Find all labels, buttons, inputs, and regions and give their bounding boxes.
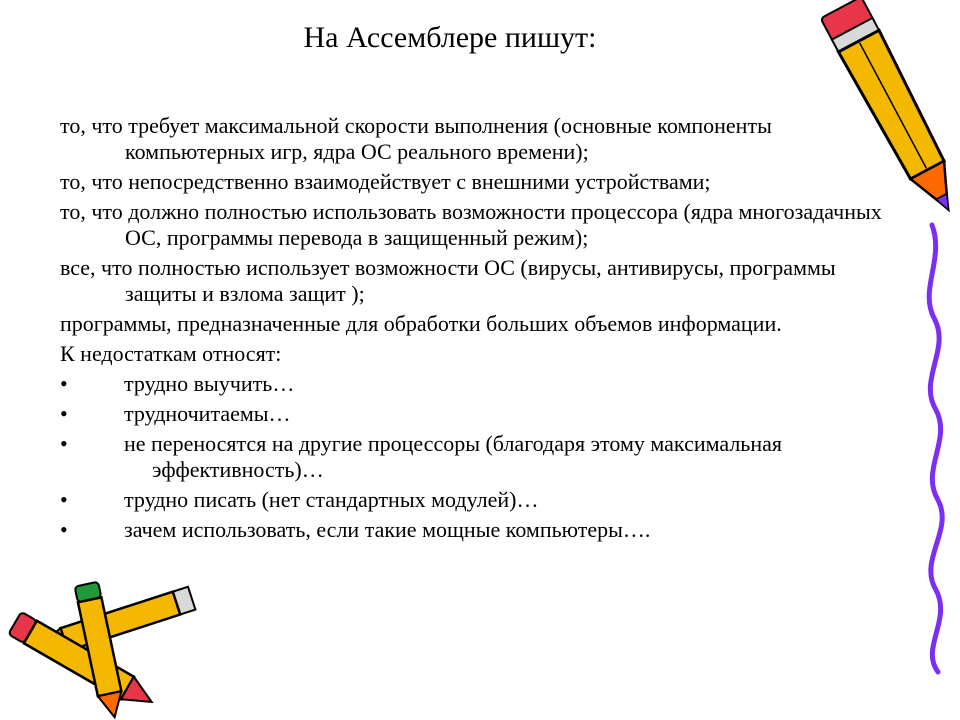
list-item [60, 371, 910, 397]
paragraph-os: все, что полностью использует возможности ОС (вирусы, антивирусы, программы защиты и взлома защит ); [60, 255, 836, 306]
bullet-marker: • [60, 487, 68, 512]
bullet-text: не переносятся на другие процессоры (благодаря этому максимальная эффективность)… [124, 431, 783, 482]
paragraph-processor: то, что должно полностью использовать возможности процессора (ядра многозадачных ОС, программы перевода в защищенный режим); [60, 199, 882, 250]
slide-title: На Ассемблере пишут: [303, 21, 597, 54]
paragraph-data: программы, предназначенные для обработки больших объемов информации. [60, 311, 782, 336]
bullet-text: трудночитаемы… [124, 401, 291, 426]
paragraph-drawbacks-heading: К недостаткам относят: [60, 341, 282, 366]
bullet-marker: • [60, 401, 68, 426]
slide-body [60, 113, 910, 547]
bullet-text: трудно выучить… [124, 371, 295, 396]
bullet-marker: • [60, 517, 68, 542]
list-item [60, 431, 910, 483]
list-item [60, 487, 910, 513]
bullet-marker: • [60, 371, 68, 396]
paragraph-speed: то, что требует максимальной скорости выполнения (основные компоненты компьютерных игр, ядра ОС реального времени); [60, 113, 772, 164]
bullet-marker: • [60, 431, 68, 456]
bullet-text: зачем использовать, если такие мощные компьютеры…. [124, 517, 651, 542]
list-item [60, 401, 910, 427]
bullet-text: трудно писать (нет стандартных модулей)… [124, 487, 539, 512]
list-item [60, 517, 910, 543]
paragraph-devices: то, что непосредственно взаимодействует с внешними устройствами; [60, 169, 711, 194]
